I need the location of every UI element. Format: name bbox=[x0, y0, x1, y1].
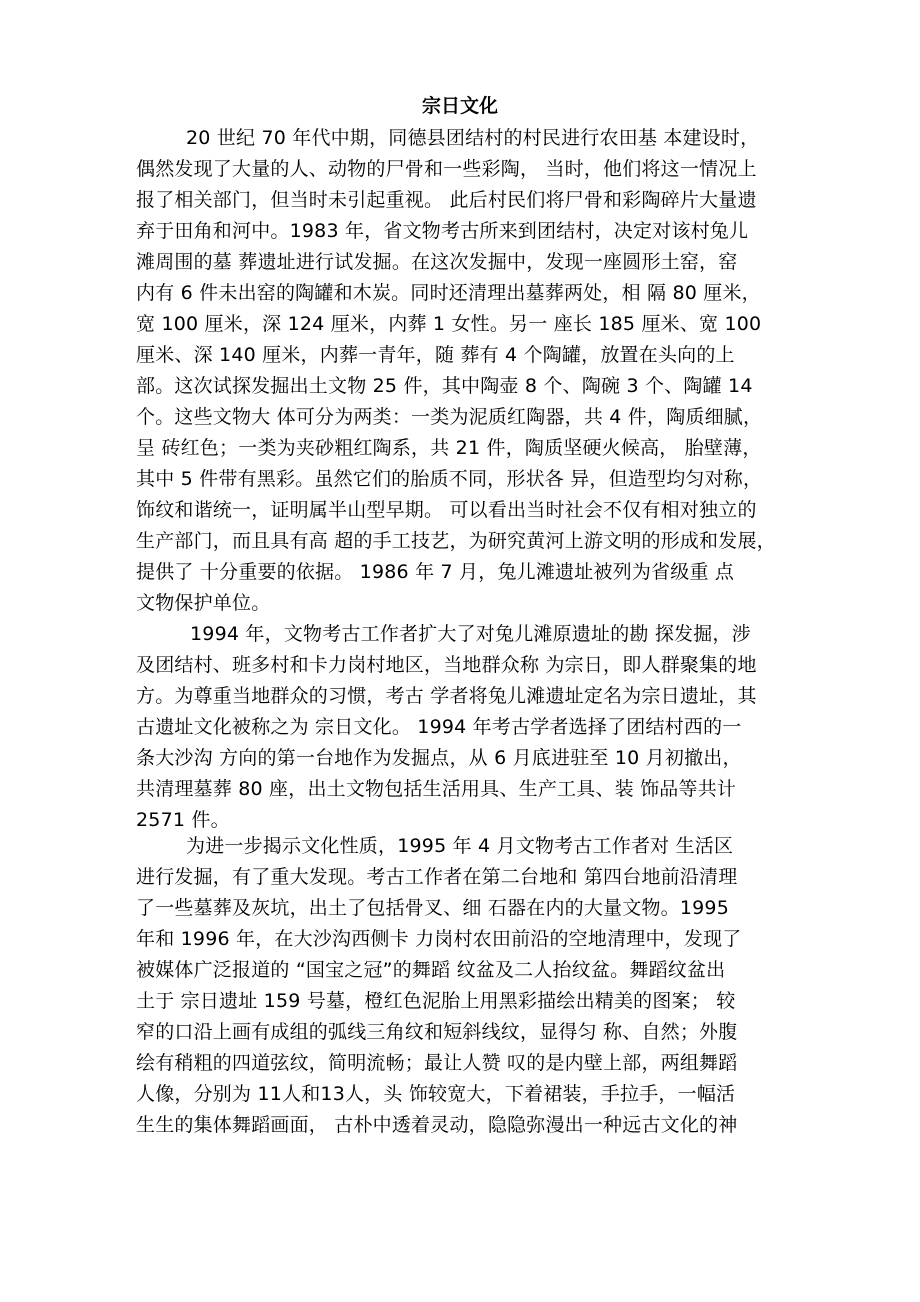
text-line: 人像，分别为 11人和13人，头 饰较宽大，下着裙装，手拉手，一幅活 bbox=[136, 1083, 736, 1105]
text-line: 方。为尊重当地群众的习惯，考古 学者将兔儿滩遗址定名为宗日遗址，其 bbox=[136, 685, 757, 707]
text-line: 部。这次试探发掘出土文物 25 件，其中陶壶 8 个、陶碗 3 个、陶罐 14 bbox=[136, 375, 753, 397]
document-title: 宗日文化 bbox=[421, 95, 498, 117]
text-line: 生生的集体舞蹈画面， 古朴中透着灵动，隐隐弥漫出一种远古文化的神 bbox=[136, 1114, 738, 1136]
text-line: 土于 宗日遗址 159 号墓，橙红色泥胎上用黑彩描绘出精美的图案； 较 bbox=[136, 990, 736, 1012]
text-line: 偶然发现了大量的人、动物的尸骨和一些彩陶， 当时，他们将这一情况上 bbox=[136, 158, 757, 180]
text-line: 饰纹和谐统一，证明属半山型早期。 可以看出当时社会不仅有相对独立的 bbox=[136, 499, 757, 521]
text-line: 窄的口沿上画有成组的弧线三角纹和短斜线纹，显得匀 称、自然；外腹 bbox=[136, 1021, 738, 1043]
text-line: 及团结村、班多村和卡力岗村地区，当地群众称 为宗日，即人群聚集的地 bbox=[136, 654, 757, 676]
text-line: 宽 100 厘米，深 124 厘米，内葬 1 女性。另一 座长 185 厘米、宽 100 bbox=[136, 313, 762, 335]
text-line: 古遗址文化被称之为 宗日文化。 1994 年考古学者选择了团结村西的一 bbox=[136, 716, 742, 738]
text-line: 2571 件。 bbox=[136, 809, 230, 831]
text-line: 弃于田角和河中。1983 年，省文物考古所来到团结村，决定对该村兔儿 bbox=[136, 220, 749, 242]
text-line: 条大沙沟 方向的第一台地作为发掘点，从 6 月底进驻至 10 月初撤出， bbox=[136, 747, 742, 769]
text-line: 内有 6 件未出窑的陶罐和木炭。同时还清理出墓葬两处，相 隔 80 厘米， bbox=[136, 282, 761, 304]
text-line: 报了相关部门，但当时未引起重视。 此后村民们将尸骨和彩陶碎片大量遗 bbox=[136, 189, 757, 211]
text-line: 20 世纪 70 年代中期，同德县团结村的村民进行农田基 本建设时， bbox=[186, 127, 760, 149]
text-line: 年和 1996 年，在大沙沟西侧卡 力岗村农田前沿的空地清理中，发现了 bbox=[136, 928, 742, 950]
text-line: 其中 5 件带有黑彩。虽然它们的胎质不同，形状各 异，但造型均匀对称， bbox=[136, 468, 763, 490]
text-line: 提供了 十分重要的依据。 1986 年 7 月，兔儿滩遗址被列为省级重 点 bbox=[136, 561, 735, 583]
text-line: 共清理墓葬 80 座，出土文物包括生活用具、生产工具、装 饰品等共计 bbox=[136, 778, 737, 800]
text-line: 厘米、深 140 厘米，内葬一青年，随 葬有 4 个陶罐，放置在头向的上 bbox=[136, 344, 735, 366]
text-line: 了一些墓葬及灰坑，出土了包括骨叉、细 石器在内的大量文物。1995 bbox=[136, 897, 729, 919]
text-line: 生产部门，而且具有高 超的手工技艺，为研究黄河上游文明的形成和发展， bbox=[136, 530, 776, 552]
text-line: 被媒体广泛报道的 “国宝之冠”的舞蹈 纹盆及二人抬纹盆。舞蹈纹盆出 bbox=[136, 959, 726, 981]
text-line: 为进一步揭示文化性质，1995 年 4 月文物考古工作者对 生活区 bbox=[186, 835, 734, 857]
text-line: 呈 砖红色；一类为夹砂粗红陶系，共 21 件，陶质坚硬火候高， 胎壁薄， bbox=[136, 437, 762, 459]
text-line: 文物保护单位。 bbox=[136, 592, 271, 614]
text-line: 绘有稍粗的四道弦纹，简明流畅；最让人赞 叹的是内壁上部，两组舞蹈 bbox=[136, 1052, 738, 1074]
text-line: 个。这些文物大 体可分为两类：一类为泥质红陶器，共 4 件，陶质细腻， bbox=[136, 406, 763, 428]
text-line: 1994 年，文物考古工作者扩大了对兔儿滩原遗址的勘 探发掘，涉 bbox=[190, 623, 751, 645]
text-line: 进行发掘，有了重大发现。考古工作者在第二台地和 第四台地前沿清理 bbox=[136, 866, 738, 888]
text-line: 滩周围的墓 葬遗址进行试发掘。在这次发掘中，发现一座圆形土窑，窑 bbox=[136, 251, 738, 273]
